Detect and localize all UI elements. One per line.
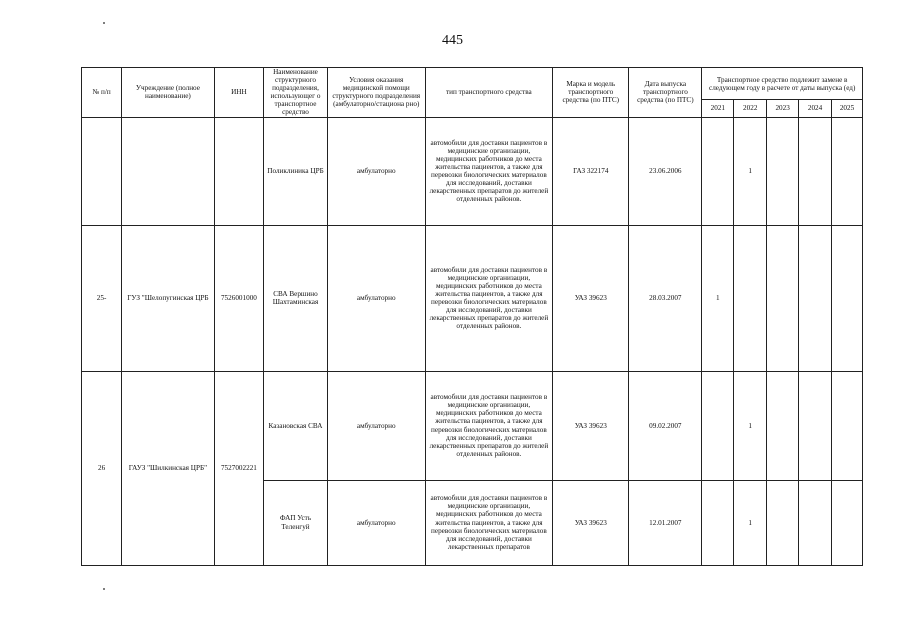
table-row bbox=[82, 225, 863, 371]
header-row bbox=[82, 68, 863, 100]
cell-inn: 7527002221 bbox=[214, 371, 263, 565]
vehicle-table bbox=[81, 67, 863, 566]
cell-brand: УАЗ 39623 bbox=[553, 225, 629, 371]
header-replace-group: Транспортное средство подлежит замене в следующем году в расчете от даты выпуска (ед) bbox=[702, 68, 863, 100]
cell-unit: ФАП Усть Теленгуй bbox=[264, 480, 328, 565]
table-row bbox=[82, 371, 863, 480]
cell-year bbox=[832, 225, 863, 371]
cell-inn: 7526001000 bbox=[214, 225, 263, 371]
header-year: 2022 bbox=[734, 100, 767, 117]
cell-year: 1 bbox=[702, 225, 734, 371]
cell-year bbox=[767, 480, 799, 565]
header-year: 2021 bbox=[702, 100, 734, 117]
header-inn: ИНН bbox=[214, 68, 263, 118]
cell-num: 26 bbox=[82, 371, 122, 565]
cell-unit: Поликлиника ЦРБ bbox=[264, 117, 328, 225]
cell-year: 1 bbox=[734, 117, 767, 225]
cell-date: 28.03.2007 bbox=[629, 225, 702, 371]
cell-year bbox=[702, 480, 734, 565]
table-row bbox=[82, 117, 863, 225]
cell-num: 25- bbox=[82, 225, 122, 371]
header-brand: Марка и модель транспортного средства (по ПТС) bbox=[553, 68, 629, 118]
scan-speck bbox=[103, 22, 105, 24]
cell-unit: Казановская СВА bbox=[264, 371, 328, 480]
cell-year bbox=[702, 117, 734, 225]
cell-year bbox=[767, 225, 799, 371]
cell-institution: ГУЗ "Шелопугинская ЦРБ bbox=[122, 225, 215, 371]
cell-date: 09.02.2007 bbox=[629, 371, 702, 480]
cell-year bbox=[767, 117, 799, 225]
cell-num bbox=[82, 117, 122, 225]
header-institution: Учреждение (полное наименование) bbox=[122, 68, 215, 118]
header-year: 2025 bbox=[832, 100, 863, 117]
cell-year bbox=[767, 371, 799, 480]
cell-year bbox=[832, 480, 863, 565]
cell-year: 1 bbox=[734, 371, 767, 480]
cell-date: 23.06.2006 bbox=[629, 117, 702, 225]
cell-vehicle-type: автомобили для доставки пациентов в медицинские организации, медицинских работников до места жительства пациентов, а также для перевозки биологических материалов для исследований, доставки лекарственных препаратов bbox=[425, 480, 553, 565]
header-year: 2024 bbox=[799, 100, 832, 117]
cell-unit: СВА Вершино Шахтаминская bbox=[264, 225, 328, 371]
cell-year bbox=[799, 480, 832, 565]
header-unit-name: Наименование структурного подразделения, использующег о транспортное средство bbox=[264, 68, 328, 118]
header-year: 2023 bbox=[767, 100, 799, 117]
cell-conditions: амбулаторно bbox=[327, 117, 425, 225]
cell-brand: УАЗ 39623 bbox=[553, 371, 629, 480]
cell-year bbox=[734, 225, 767, 371]
header-issue-date: Дата выпуска транспортного средства (по ПТС) bbox=[629, 68, 702, 118]
header-num: № п/п bbox=[82, 68, 122, 118]
cell-brand: ГАЗ 322174 bbox=[553, 117, 629, 225]
cell-conditions: амбулаторно bbox=[327, 371, 425, 480]
cell-institution bbox=[122, 117, 215, 225]
page-number: 445 bbox=[442, 33, 463, 48]
cell-year bbox=[799, 371, 832, 480]
cell-year bbox=[832, 371, 863, 480]
cell-brand: УАЗ 39623 bbox=[553, 480, 629, 565]
cell-year bbox=[832, 117, 863, 225]
cell-year bbox=[799, 117, 832, 225]
cell-date: 12.01.2007 bbox=[629, 480, 702, 565]
cell-vehicle-type: автомобили для доставки пациентов в медицинские организации, медицинских работников до места жительства пациентов, а также для перевозки биологических материалов для исследований, доставки лекарственных препаратов до жителей отделенных районов. bbox=[425, 117, 553, 225]
cell-year bbox=[799, 225, 832, 371]
cell-year bbox=[702, 371, 734, 480]
cell-institution: ГАУЗ "Шилкинская ЦРБ" bbox=[122, 371, 215, 565]
cell-inn bbox=[214, 117, 263, 225]
header-vehicle-type: тип транспортного средства bbox=[425, 68, 553, 118]
cell-conditions: амбулаторно bbox=[327, 480, 425, 565]
cell-conditions: амбулаторно bbox=[327, 225, 425, 371]
cell-vehicle-type: автомобили для доставки пациентов в медицинские организации, медицинских работников до места жительства пациентов, а также для перевозки биологических материалов для исследований, доставки лекарственных препаратов до жителей отделенных районов. bbox=[425, 225, 553, 371]
cell-year: 1 bbox=[734, 480, 767, 565]
cell-vehicle-type: автомобили для доставки пациентов в медицинские организации, медицинских работников до места жительства пациентов, а также для перевозки биологических материалов для исследований, доставки лекарственных препаратов до жителей отделенных районов. bbox=[425, 371, 553, 480]
header-conditions: Условия оказания медицинской помощи структурного подразделения (амбулаторно/стациона рно) bbox=[327, 68, 425, 118]
scan-speck bbox=[103, 588, 105, 590]
